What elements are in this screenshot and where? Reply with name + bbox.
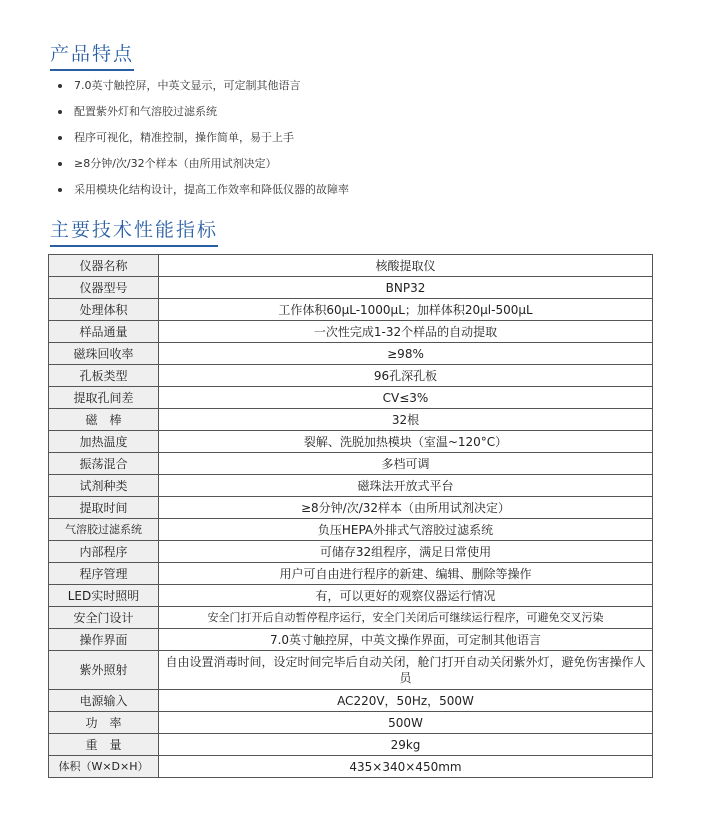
- spec-value: CV≤3%: [159, 387, 653, 409]
- table-row: [49, 734, 653, 756]
- spec-key: 内部程序: [49, 541, 159, 563]
- spec-key: 操作界面: [49, 629, 159, 651]
- spec-key: 提取孔间差: [49, 387, 159, 409]
- table-row: [49, 321, 653, 343]
- feature-item: 程序可视化，精准控制，操作简单，易于上手: [56, 130, 349, 156]
- table-row: [49, 607, 653, 629]
- features-heading: 产品特点: [50, 42, 134, 71]
- table-row: [49, 387, 653, 409]
- spec-key: 气溶胶过滤系统: [49, 519, 159, 541]
- spec-value: 29kg: [159, 734, 653, 756]
- features-list: [56, 78, 349, 208]
- spec-value: 7.0英寸触控屏，中英文操作界面，可定制其他语言: [159, 629, 653, 651]
- spec-value: 核酸提取仪: [159, 255, 653, 277]
- spec-value: 一次性完成1-32个样品的自动提取: [159, 321, 653, 343]
- feature-item: 配置紫外灯和气溶胶过滤系统: [56, 104, 349, 130]
- table-row: [49, 299, 653, 321]
- spec-value: AC220V，50Hz，500W: [159, 690, 653, 712]
- spec-key: 功 率: [49, 712, 159, 734]
- spec-value: 自由设置消毒时间，设定时间完毕后自动关闭，舱门打开自动关闭紫外灯，避免伤害操作人员: [159, 651, 653, 690]
- table-row: [49, 453, 653, 475]
- table-row: [49, 756, 653, 778]
- table-row: [49, 651, 653, 690]
- spec-key: 安全门设计: [49, 607, 159, 629]
- spec-value: 裂解、洗脱加热模块（室温~120°C）: [159, 431, 653, 453]
- feature-item: ≥8分钟/次/32个样本（由所用试剂决定）: [56, 156, 349, 182]
- spec-value: 安全门打开后自动暂停程序运行，安全门关闭后可继续运行程序，可避免交叉污染: [159, 607, 653, 629]
- spec-value: ≥8分钟/次/32样本（由所用试剂决定）: [159, 497, 653, 519]
- spec-key: 提取时间: [49, 497, 159, 519]
- table-row: [49, 563, 653, 585]
- spec-value: 435×340×450mm: [159, 756, 653, 778]
- table-row: [49, 541, 653, 563]
- spec-key: 试剂种类: [49, 475, 159, 497]
- feature-item: 7.0英寸触控屏，中英文显示，可定制其他语言: [56, 78, 349, 104]
- spec-value: 500W: [159, 712, 653, 734]
- table-row: [49, 255, 653, 277]
- spec-key: 仪器型号: [49, 277, 159, 299]
- spec-value: 用户可自由进行程序的新建、编辑、删除等操作: [159, 563, 653, 585]
- table-row: [49, 409, 653, 431]
- table-row: [49, 431, 653, 453]
- spec-value: 96孔深孔板: [159, 365, 653, 387]
- spec-key: 样品通量: [49, 321, 159, 343]
- spec-key: 紫外照射: [49, 651, 159, 690]
- table-row: [49, 690, 653, 712]
- spec-key: 处理体积: [49, 299, 159, 321]
- spec-value: 负压HEPA外排式气溶胶过滤系统: [159, 519, 653, 541]
- spec-table: [48, 254, 653, 778]
- spec-key: 重 量: [49, 734, 159, 756]
- table-row: [49, 343, 653, 365]
- table-row: [49, 475, 653, 497]
- table-row: [49, 277, 653, 299]
- table-row: [49, 497, 653, 519]
- spec-key: 磁 棒: [49, 409, 159, 431]
- spec-value: 可储存32组程序，满足日常使用: [159, 541, 653, 563]
- spec-value: 磁珠法开放式平台: [159, 475, 653, 497]
- spec-key: LED实时照明: [49, 585, 159, 607]
- table-row: [49, 585, 653, 607]
- spec-value: 32根: [159, 409, 653, 431]
- spec-key: 电源输入: [49, 690, 159, 712]
- spec-value: BNP32: [159, 277, 653, 299]
- spec-key: 加热温度: [49, 431, 159, 453]
- spec-key: 程序管理: [49, 563, 159, 585]
- table-row: [49, 519, 653, 541]
- specs-heading: 主要技术性能指标: [50, 218, 218, 247]
- table-row: [49, 365, 653, 387]
- spec-key: 体积（W×D×H）: [49, 756, 159, 778]
- spec-key: 孔板类型: [49, 365, 159, 387]
- spec-value: 有，可以更好的观察仪器运行情况: [159, 585, 653, 607]
- spec-value: ≥98%: [159, 343, 653, 365]
- table-row: [49, 712, 653, 734]
- table-row: [49, 629, 653, 651]
- spec-key: 磁珠回收率: [49, 343, 159, 365]
- spec-value: 多档可调: [159, 453, 653, 475]
- feature-item: 采用模块化结构设计，提高工作效率和降低仪器的故障率: [56, 182, 349, 208]
- spec-key: 仪器名称: [49, 255, 159, 277]
- spec-value: 工作体积60μL-1000μL；加样体积20μl-500μL: [159, 299, 653, 321]
- spec-key: 振荡混合: [49, 453, 159, 475]
